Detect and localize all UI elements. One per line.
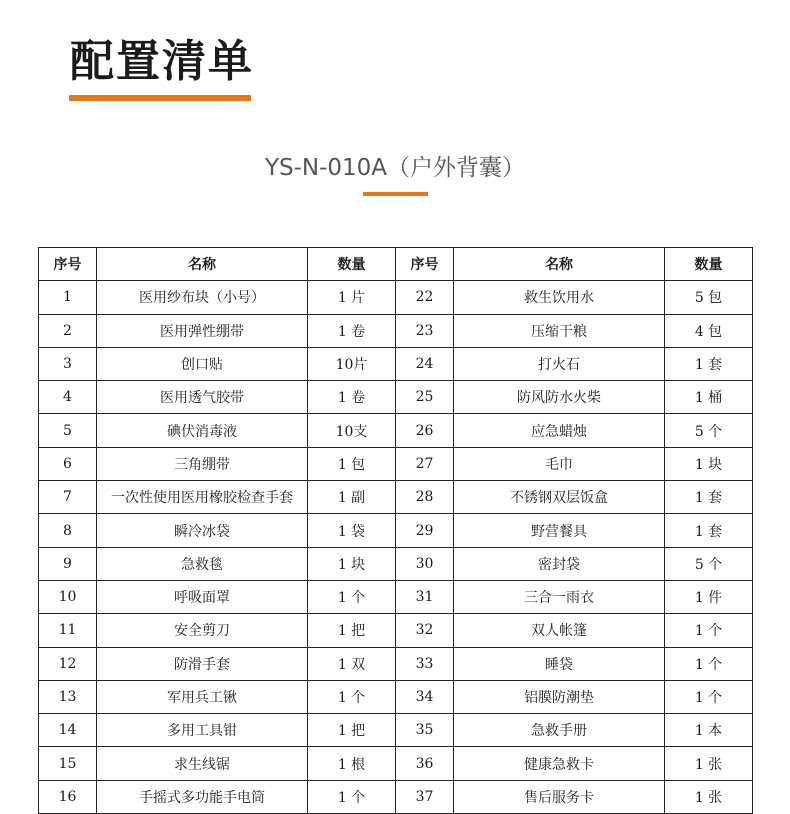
- cell-name-right: 压缩干粮: [454, 314, 665, 347]
- cell-name-left: 医用纱布块（小号）: [97, 281, 308, 314]
- cell-qty-left: 1 个: [308, 680, 396, 713]
- title-underline: [69, 95, 251, 101]
- table-row: [39, 414, 753, 447]
- table-row: [39, 780, 753, 813]
- cell-name-left: 防滑手套: [97, 647, 308, 680]
- cell-index-left: 10: [39, 580, 97, 613]
- table-row: [39, 447, 753, 480]
- cell-name-left: 一次性使用医用橡胶检查手套: [97, 481, 308, 514]
- cell-name-right: 防风防水火柴: [454, 381, 665, 414]
- cell-qty-left: 1 个: [308, 780, 396, 813]
- cell-name-right: 救生饮用水: [454, 281, 665, 314]
- cell-name-left: 创口贴: [97, 347, 308, 380]
- cell-qty-right: 1 套: [665, 514, 753, 547]
- table-header-row: [39, 248, 753, 281]
- header-index-left: 序号: [39, 248, 97, 281]
- cell-name-right: 健康急救卡: [454, 747, 665, 780]
- cell-index-right: 36: [396, 747, 454, 780]
- table-row: [39, 714, 753, 747]
- cell-name-left: 安全剪刀: [97, 614, 308, 647]
- header-qty-right: 数量: [665, 248, 753, 281]
- cell-index-right: 29: [396, 514, 454, 547]
- cell-qty-right: 1 套: [665, 347, 753, 380]
- cell-qty-right: 5 个: [665, 414, 753, 447]
- header-index-right: 序号: [396, 248, 454, 281]
- cell-index-right: 37: [396, 780, 454, 813]
- cell-qty-left: 1 块: [308, 547, 396, 580]
- table-row: [39, 614, 753, 647]
- product-subtitle: YS-N-010A（户外背囊）: [264, 155, 526, 181]
- cell-qty-left: 1 个: [308, 580, 396, 613]
- cell-qty-left: 10片: [308, 347, 396, 380]
- cell-qty-left: 1 袋: [308, 514, 396, 547]
- table-row: [39, 680, 753, 713]
- cell-index-right: 28: [396, 481, 454, 514]
- cell-index-left: 14: [39, 714, 97, 747]
- cell-index-left: 15: [39, 747, 97, 780]
- cell-qty-left: 1 卷: [308, 381, 396, 414]
- header-name-left: 名称: [97, 248, 308, 281]
- cell-index-right: 33: [396, 647, 454, 680]
- cell-qty-left: 1 双: [308, 647, 396, 680]
- cell-index-right: 35: [396, 714, 454, 747]
- cell-index-left: 1: [39, 281, 97, 314]
- cell-qty-right: 4 包: [665, 314, 753, 347]
- page-title: 配置清单: [70, 36, 254, 87]
- cell-index-left: 16: [39, 780, 97, 813]
- table-row: [39, 747, 753, 780]
- table-row: [39, 381, 753, 414]
- cell-index-left: 8: [39, 514, 97, 547]
- cell-qty-left: 1 把: [308, 614, 396, 647]
- cell-name-right: 不锈钢双层饭盒: [454, 481, 665, 514]
- cell-index-left: 7: [39, 481, 97, 514]
- cell-qty-right: 1 件: [665, 580, 753, 613]
- cell-qty-right: 1 张: [665, 747, 753, 780]
- cell-qty-left: 1 片: [308, 281, 396, 314]
- cell-index-right: 23: [396, 314, 454, 347]
- cell-index-right: 30: [396, 547, 454, 580]
- table-row: [39, 481, 753, 514]
- cell-name-left: 急救毯: [97, 547, 308, 580]
- cell-qty-right: 1 桶: [665, 381, 753, 414]
- cell-index-right: 24: [396, 347, 454, 380]
- table-row: [39, 514, 753, 547]
- header-name-right: 名称: [454, 248, 665, 281]
- cell-index-right: 26: [396, 414, 454, 447]
- table-row: [39, 314, 753, 347]
- cell-qty-right: 1 块: [665, 447, 753, 480]
- cell-index-right: 25: [396, 381, 454, 414]
- table-row: [39, 281, 753, 314]
- cell-name-left: 军用兵工锹: [97, 680, 308, 713]
- cell-name-left: 医用透气胶带: [97, 381, 308, 414]
- table-row: [39, 580, 753, 613]
- cell-name-left: 瞬冷冰袋: [97, 514, 308, 547]
- table-body: [39, 281, 753, 814]
- cell-name-right: 售后服务卡: [454, 780, 665, 813]
- cell-qty-left: 1 把: [308, 714, 396, 747]
- cell-name-left: 医用弹性绷带: [97, 314, 308, 347]
- cell-index-left: 5: [39, 414, 97, 447]
- table-row: [39, 547, 753, 580]
- cell-name-left: 多用工具钳: [97, 714, 308, 747]
- cell-qty-left: 1 根: [308, 747, 396, 780]
- cell-qty-left: 1 副: [308, 481, 396, 514]
- cell-name-right: 打火石: [454, 347, 665, 380]
- subtitle-underline: [363, 192, 428, 196]
- cell-index-left: 2: [39, 314, 97, 347]
- cell-index-right: 32: [396, 614, 454, 647]
- cell-name-right: 双人帐篷: [454, 614, 665, 647]
- cell-index-left: 11: [39, 614, 97, 647]
- cell-qty-right: 1 个: [665, 614, 753, 647]
- cell-index-left: 13: [39, 680, 97, 713]
- cell-qty-right: 1 个: [665, 647, 753, 680]
- cell-name-left: 求生线锯: [97, 747, 308, 780]
- cell-qty-right: 1 张: [665, 780, 753, 813]
- config-table: [38, 247, 753, 814]
- header-qty-left: 数量: [308, 248, 396, 281]
- cell-name-right: 铝膜防潮垫: [454, 680, 665, 713]
- cell-name-left: 三角绷带: [97, 447, 308, 480]
- cell-name-right: 密封袋: [454, 547, 665, 580]
- table-row: [39, 347, 753, 380]
- cell-qty-right: 5 个: [665, 547, 753, 580]
- cell-index-left: 12: [39, 647, 97, 680]
- cell-index-left: 6: [39, 447, 97, 480]
- cell-index-left: 3: [39, 347, 97, 380]
- cell-qty-right: 1 个: [665, 680, 753, 713]
- cell-qty-right: 1 套: [665, 481, 753, 514]
- cell-name-left: 手摇式多功能手电筒: [97, 780, 308, 813]
- cell-name-right: 应急蜡烛: [454, 414, 665, 447]
- cell-index-left: 4: [39, 381, 97, 414]
- cell-name-right: 毛巾: [454, 447, 665, 480]
- cell-name-right: 睡袋: [454, 647, 665, 680]
- cell-qty-right: 5 包: [665, 281, 753, 314]
- cell-index-right: 31: [396, 580, 454, 613]
- cell-index-right: 34: [396, 680, 454, 713]
- cell-qty-right: 1 本: [665, 714, 753, 747]
- cell-name-left: 呼吸面罩: [97, 580, 308, 613]
- cell-name-right: 野营餐具: [454, 514, 665, 547]
- cell-qty-left: 1 卷: [308, 314, 396, 347]
- cell-qty-left: 1 包: [308, 447, 396, 480]
- cell-name-left: 碘伏消毒液: [97, 414, 308, 447]
- table-row: [39, 647, 753, 680]
- cell-name-right: 三合一雨衣: [454, 580, 665, 613]
- cell-index-left: 9: [39, 547, 97, 580]
- cell-qty-left: 10支: [308, 414, 396, 447]
- cell-index-right: 22: [396, 281, 454, 314]
- cell-index-right: 27: [396, 447, 454, 480]
- cell-name-right: 急救手册: [454, 714, 665, 747]
